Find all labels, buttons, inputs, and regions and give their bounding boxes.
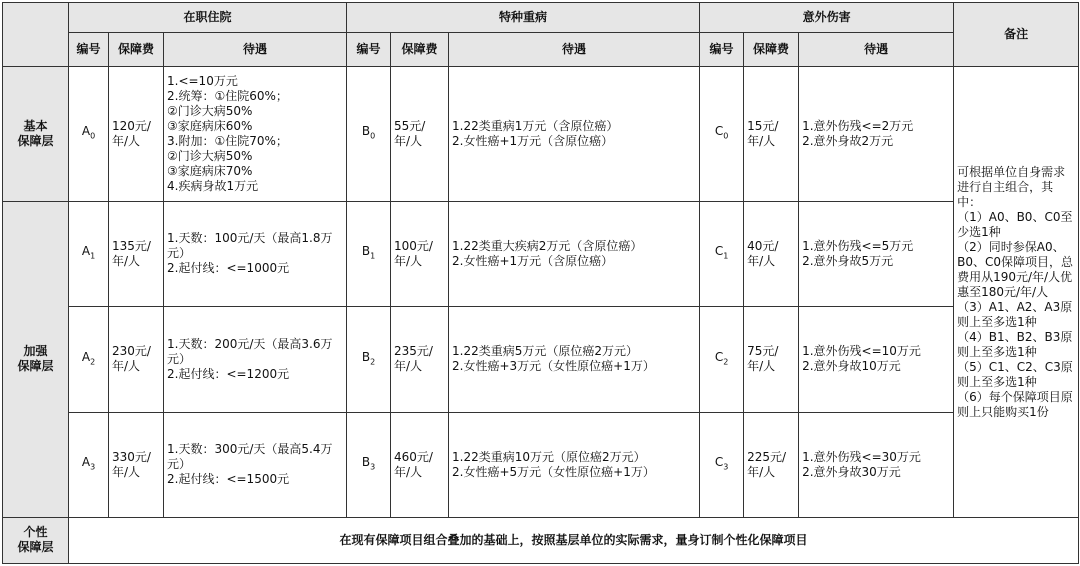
col-premium-header: 保障费 [391, 33, 449, 67]
premium-c0: 15元/ 年/人 [744, 67, 799, 202]
benefit-a0: 1.<=10万元 2.统筹：①住院60%； ②门诊大病50% ③家庭病床60% 3.附加：①住院70%； ②门诊大病50% ③家庭病床70% 4.疾病身故1万元 [164, 67, 347, 202]
basic-row [3, 67, 1079, 202]
premium-b2: 235元/ 年/人 [391, 306, 449, 413]
benefit-b3: 1.22类重病10万元（原位癌2万元） 2.女性癌+5万元（女性原位癌+1万） [449, 413, 700, 518]
plan-code-c0: $C_0$ [700, 67, 744, 202]
personal-row [3, 517, 1079, 563]
plan-code-c1: $C_1$ [700, 202, 744, 307]
benefit-a2: 1.天数：200元/天（最高3.6万元） 2.起付线：<=1200元 [164, 306, 347, 413]
plan-code-a0: $A_0$ [69, 67, 109, 202]
plan-code-b1: $B_1$ [347, 202, 391, 307]
premium-c2: 75元/ 年/人 [744, 306, 799, 413]
col-id-header: 编号 [700, 33, 744, 67]
premium-b3: 460元/ 年/人 [391, 413, 449, 518]
premium-c3: 225元/ 年/人 [744, 413, 799, 518]
premium-a1: 135元/ 年/人 [109, 202, 164, 307]
benefit-c3: 1.意外伤残<=30万元 2.意外身故30万元 [799, 413, 954, 518]
premium-a2: 230元/ 年/人 [109, 306, 164, 413]
layer-personal-label: 个性 保障层 [3, 517, 69, 563]
plan-code-a3: $A_3$ [69, 413, 109, 518]
benefit-c2: 1.意外伤残<=10万元 2.意外身故10万元 [799, 306, 954, 413]
plan-code-b3: $B_3$ [347, 413, 391, 518]
benefit-b0: 1.22类重病1万元（含原位癌） 2.女性癌+1万元（含原位癌） [449, 67, 700, 202]
insurance-plan-table [2, 2, 1079, 564]
plan-code-b0: $B_0$ [347, 67, 391, 202]
group-inpatient-header: 在职住院 [69, 3, 347, 33]
plan-code-c2: $C_2$ [700, 306, 744, 413]
col-premium-header: 保障费 [744, 33, 799, 67]
col-benefit-header: 待遇 [449, 33, 700, 67]
premium-c1: 40元/ 年/人 [744, 202, 799, 307]
header-row-columns [3, 33, 1079, 67]
plan-code-a2: $A_2$ [69, 306, 109, 413]
group-illness-header: 特种重病 [347, 3, 700, 33]
benefit-a3: 1.天数：300元/天（最高5.4万元） 2.起付线：<=1500元 [164, 413, 347, 518]
enhanced-row-3 [3, 413, 1079, 518]
premium-b0: 55元/ 年/人 [391, 67, 449, 202]
header-row-groups [3, 3, 1079, 33]
col-benefit-header: 待遇 [799, 33, 954, 67]
plan-code-b2: $B_2$ [347, 306, 391, 413]
layer-enhanced-label: 加强 保障层 [3, 202, 69, 518]
plan-code-c3: $C_3$ [700, 413, 744, 518]
layer-basic-label: 基本 保障层 [3, 67, 69, 202]
benefit-c0: 1.意外伤残<=2万元 2.意外身故2万元 [799, 67, 954, 202]
premium-b1: 100元/ 年/人 [391, 202, 449, 307]
corner-cell [3, 3, 69, 67]
enhanced-row-2 [3, 306, 1079, 413]
benefit-b2: 1.22类重病5万元（原位癌2万元） 2.女性癌+3万元（女性原位癌+1万） [449, 306, 700, 413]
remarks-header: 备注 [954, 3, 1079, 67]
col-id-header: 编号 [347, 33, 391, 67]
premium-a3: 330元/ 年/人 [109, 413, 164, 518]
benefit-c1: 1.意外伤残<=5万元 2.意外身故5万元 [799, 202, 954, 307]
benefit-a1: 1.天数：100元/天（最高1.8万元） 2.起付线：<=1000元 [164, 202, 347, 307]
personal-description: 在现有保障项目组合叠加的基础上，按照基层单位的实际需求，量身订制个性化保障项目 [69, 517, 1079, 563]
col-premium-header: 保障费 [109, 33, 164, 67]
col-id-header: 编号 [69, 33, 109, 67]
enhanced-row-1 [3, 202, 1079, 307]
plan-code-a1: $A_1$ [69, 202, 109, 307]
remarks-text: 可根据单位自身需求进行自主组合，其中： （1）A0、B0、C0至少选1种 （2）同时参保A0、B0、C0保障项目，总费用从190元/年/人优惠至180元/年/人 （3）A1、A2、A3原则上至多选1种 （4）B1、B2、B3原则上至多选1种 （5）C1、C2、C3原则上至多选1种 （6）每个保障项目原则上只能购买1份 [954, 67, 1079, 517]
group-accident-header: 意外伤害 [700, 3, 954, 33]
benefit-b1: 1.22类重大疾病2万元（含原位癌） 2.女性癌+1万元（含原位癌） [449, 202, 700, 307]
premium-a0: 120元/ 年/人 [109, 67, 164, 202]
col-benefit-header: 待遇 [164, 33, 347, 67]
